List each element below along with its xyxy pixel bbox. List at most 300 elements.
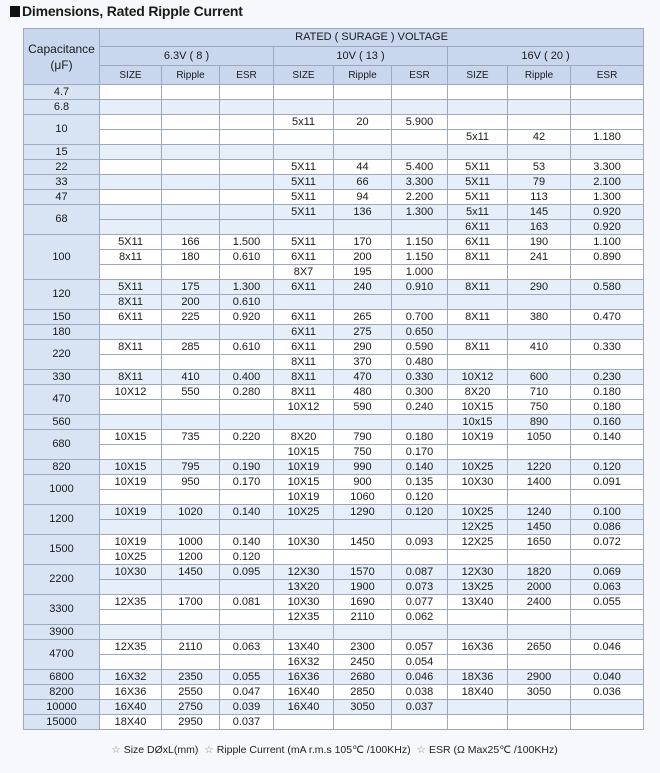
table-row	[24, 220, 644, 235]
table-row	[24, 445, 644, 460]
voltage-header-16v: 16V ( 20 )	[448, 47, 644, 66]
size-10v-cell: 8X11	[274, 385, 334, 400]
esr-6v3-cell	[220, 115, 274, 130]
capacitance-cell: 6.8	[24, 100, 100, 115]
ripple-16v-cell: 241	[508, 250, 571, 265]
table-row	[24, 400, 644, 415]
table-row	[24, 325, 644, 340]
esr-10v-cell: 0.120	[392, 505, 448, 520]
size-16v-cell: 13X40	[448, 595, 508, 610]
voltage-header-6v3: 6.3V ( 8 )	[100, 47, 274, 66]
size-16v-cell: 10X12	[448, 370, 508, 385]
esr-6v3-cell	[220, 205, 274, 220]
esr-6v3-cell	[220, 520, 274, 535]
esr-16v-cell: 0.120	[571, 460, 644, 475]
ripple-6v3-cell: 950	[162, 475, 220, 490]
ripple-16v-cell: 1240	[508, 505, 571, 520]
ripple-10v-cell: 480	[334, 385, 392, 400]
esr-10v-cell: 0.057	[392, 640, 448, 655]
esr-6v3-cell	[220, 130, 274, 145]
size-16v-cell	[448, 295, 508, 310]
size-16v-cell	[448, 445, 508, 460]
capacitance-cell: 15000	[24, 715, 100, 730]
ripple-10v-cell	[334, 295, 392, 310]
ripple-6v3-cell: 166	[162, 235, 220, 250]
esr-16v-cell	[571, 325, 644, 340]
size-10v-cell	[274, 415, 334, 430]
esr-10v-cell	[392, 520, 448, 535]
size-10v-cell: 12X30	[274, 565, 334, 580]
ripple-10v-cell: 2110	[334, 610, 392, 625]
ripple-6v3-cell: 795	[162, 460, 220, 475]
size-16v-cell: 10X30	[448, 475, 508, 490]
ripple-6v3-cell: 410	[162, 370, 220, 385]
esr-note: ESR (Ω Max25℃ /100KHz)	[428, 744, 558, 756]
esr-6v3-cell: 1.500	[220, 235, 274, 250]
ripple-16v-cell	[508, 610, 571, 625]
esr-10v-cell: 1.300	[392, 205, 448, 220]
size-10v-cell	[274, 85, 334, 100]
ripple-16v-cell: 163	[508, 220, 571, 235]
table-row	[24, 250, 644, 265]
esr-6v3-cell: 0.039	[220, 700, 274, 715]
size-6v3-cell: 10X19	[100, 505, 162, 520]
size-6v3-cell: 10X12	[100, 385, 162, 400]
ripple-16v-cell	[508, 265, 571, 280]
size-16v-cell	[448, 145, 508, 160]
esr-16v-cell: 2.100	[571, 175, 644, 190]
column-header-ripple: Ripple	[162, 66, 220, 85]
size-10v-cell	[274, 625, 334, 640]
ripple-16v-cell	[508, 295, 571, 310]
table-row	[24, 610, 644, 625]
ripple-6v3-cell: 1200	[162, 550, 220, 565]
esr-6v3-cell: 0.220	[220, 430, 274, 445]
ripple-6v3-cell: 180	[162, 250, 220, 265]
table-row	[24, 295, 644, 310]
size-10v-cell: 10X15	[274, 475, 334, 490]
esr-16v-cell: 0.580	[571, 280, 644, 295]
ripple-16v-cell: 2900	[508, 670, 571, 685]
ripple-6v3-cell: 550	[162, 385, 220, 400]
esr-16v-cell	[571, 610, 644, 625]
esr-6v3-cell	[220, 400, 274, 415]
ripple-16v-cell: 145	[508, 205, 571, 220]
capacitance-cell: 2200	[24, 565, 100, 595]
esr-10v-cell: 0.240	[392, 400, 448, 415]
table-body	[24, 85, 644, 730]
ripple-16v-cell: 1400	[508, 475, 571, 490]
size-10v-cell: 5X11	[274, 175, 334, 190]
size-6v3-cell	[100, 445, 162, 460]
esr-6v3-cell: 0.610	[220, 250, 274, 265]
size-10v-cell: 8X11	[274, 355, 334, 370]
ripple-6v3-cell	[162, 625, 220, 640]
size-16v-cell	[448, 100, 508, 115]
esr-16v-cell: 0.330	[571, 340, 644, 355]
ripple-16v-cell	[508, 325, 571, 340]
ripple-6v3-cell	[162, 415, 220, 430]
size-6v3-cell: 8x11	[100, 250, 162, 265]
esr-16v-cell	[571, 445, 644, 460]
table-row	[24, 145, 644, 160]
ripple-10v-cell	[334, 100, 392, 115]
size-10v-cell: 10X19	[274, 490, 334, 505]
ripple-10v-cell: 900	[334, 475, 392, 490]
size-6v3-cell: 10X15	[100, 460, 162, 475]
ripple-16v-cell: 890	[508, 415, 571, 430]
size-16v-cell: 6X11	[448, 220, 508, 235]
esr-6v3-cell	[220, 160, 274, 175]
ripple-10v-cell: 2850	[334, 685, 392, 700]
ripple-10v-cell: 200	[334, 250, 392, 265]
table-row	[24, 160, 644, 175]
ripple-6v3-cell: 1020	[162, 505, 220, 520]
star-icon: ☆	[204, 744, 214, 756]
size-10v-cell	[274, 550, 334, 565]
ripple-6v3-cell	[162, 175, 220, 190]
esr-10v-cell: 3.300	[392, 175, 448, 190]
size-6v3-cell: 5X11	[100, 235, 162, 250]
ripple-16v-cell: 290	[508, 280, 571, 295]
esr-6v3-cell: 0.047	[220, 685, 274, 700]
ripple-16v-cell	[508, 355, 571, 370]
esr-10v-cell	[392, 100, 448, 115]
ripple-10v-cell: 790	[334, 430, 392, 445]
size-10v-cell: 6X11	[274, 280, 334, 295]
size-16v-cell	[448, 490, 508, 505]
ripple-16v-cell	[508, 115, 571, 130]
size-16v-cell	[448, 355, 508, 370]
esr-6v3-cell: 0.055	[220, 670, 274, 685]
size-10v-cell: 10X30	[274, 535, 334, 550]
esr-10v-cell: 1.150	[392, 250, 448, 265]
size-6v3-cell: 16X32	[100, 670, 162, 685]
size-6v3-cell	[100, 520, 162, 535]
table-row	[24, 415, 644, 430]
esr-16v-cell	[571, 715, 644, 730]
esr-6v3-cell	[220, 100, 274, 115]
esr-10v-cell	[392, 715, 448, 730]
column-header-size: SIZE	[100, 66, 162, 85]
size-6v3-cell	[100, 655, 162, 670]
esr-16v-cell	[571, 295, 644, 310]
ripple-16v-cell: 380	[508, 310, 571, 325]
size-10v-cell: 6X11	[274, 250, 334, 265]
ripple-6v3-cell: 200	[162, 295, 220, 310]
size-10v-cell: 10X15	[274, 445, 334, 460]
ripple-16v-cell: 53	[508, 160, 571, 175]
size-10v-cell: 5x11	[274, 115, 334, 130]
ripple-6v3-cell	[162, 160, 220, 175]
esr-6v3-cell	[220, 580, 274, 595]
esr-16v-cell: 1.300	[571, 190, 644, 205]
esr-16v-cell: 0.920	[571, 220, 644, 235]
table-row	[24, 355, 644, 370]
size-6v3-cell	[100, 160, 162, 175]
size-6v3-cell	[100, 130, 162, 145]
esr-10v-cell: 1.000	[392, 265, 448, 280]
ripple-16v-cell	[508, 490, 571, 505]
esr-6v3-cell	[220, 85, 274, 100]
size-16v-cell: 5x11	[448, 130, 508, 145]
esr-6v3-cell: 0.280	[220, 385, 274, 400]
size-10v-cell	[274, 130, 334, 145]
size-6v3-cell	[100, 415, 162, 430]
esr-6v3-cell	[220, 265, 274, 280]
ripple-10v-cell: 3050	[334, 700, 392, 715]
ripple-16v-cell: 1650	[508, 535, 571, 550]
capacitance-cell: 100	[24, 235, 100, 280]
esr-10v-cell: 0.077	[392, 595, 448, 610]
size-10v-cell: 13X40	[274, 640, 334, 655]
table-row	[24, 520, 644, 535]
esr-6v3-cell: 0.190	[220, 460, 274, 475]
ripple-16v-cell: 410	[508, 340, 571, 355]
size-16v-cell: 18X36	[448, 670, 508, 685]
size-16v-cell: 5x11	[448, 205, 508, 220]
size-10v-cell: 10X30	[274, 595, 334, 610]
size-10v-cell	[274, 145, 334, 160]
esr-10v-cell: 0.087	[392, 565, 448, 580]
esr-10v-cell: 5.900	[392, 115, 448, 130]
size-16v-cell: 8X11	[448, 340, 508, 355]
size-16v-cell	[448, 610, 508, 625]
size-10v-cell	[274, 520, 334, 535]
ripple-6v3-cell	[162, 145, 220, 160]
table-row	[24, 265, 644, 280]
ripple-10v-cell: 2300	[334, 640, 392, 655]
esr-6v3-cell	[220, 490, 274, 505]
capacitance-cell: 3900	[24, 625, 100, 640]
size-16v-cell: 10X19	[448, 430, 508, 445]
esr-10v-cell: 0.300	[392, 385, 448, 400]
ripple-16v-cell	[508, 445, 571, 460]
size-6v3-cell: 12X35	[100, 595, 162, 610]
size-6v3-cell: 10X25	[100, 550, 162, 565]
ripple-6v3-cell	[162, 580, 220, 595]
size-16v-cell	[448, 655, 508, 670]
table-row	[24, 370, 644, 385]
esr-16v-cell: 0.069	[571, 565, 644, 580]
ripple-6v3-cell	[162, 100, 220, 115]
capacitance-cell: 1200	[24, 505, 100, 535]
size-10v-cell: 8X20	[274, 430, 334, 445]
table-row	[24, 580, 644, 595]
esr-16v-cell	[571, 115, 644, 130]
esr-16v-cell: 0.040	[571, 670, 644, 685]
ripple-6v3-cell: 2950	[162, 715, 220, 730]
esr-6v3-cell: 0.400	[220, 370, 274, 385]
section-title-text: Dimensions, Rated Ripple Current	[22, 3, 243, 19]
size-16v-cell	[448, 715, 508, 730]
ripple-16v-cell	[508, 100, 571, 115]
size-16v-cell: 10X25	[448, 460, 508, 475]
column-header-esr: ESR	[220, 66, 274, 85]
size-10v-cell	[274, 715, 334, 730]
esr-16v-cell: 3.300	[571, 160, 644, 175]
ripple-10v-cell	[334, 715, 392, 730]
ripple-10v-cell: 1570	[334, 565, 392, 580]
size-10v-cell: 16X32	[274, 655, 334, 670]
size-6v3-cell: 10X30	[100, 565, 162, 580]
esr-6v3-cell: 0.037	[220, 715, 274, 730]
column-header-size: SIZE	[448, 66, 508, 85]
ripple-16v-cell	[508, 700, 571, 715]
esr-10v-cell: 0.700	[392, 310, 448, 325]
esr-16v-cell: 0.063	[571, 580, 644, 595]
ripple-6v3-cell	[162, 610, 220, 625]
size-10v-cell: 6X11	[274, 310, 334, 325]
esr-16v-cell	[571, 490, 644, 505]
square-bullet-icon	[10, 6, 20, 17]
ripple-6v3-cell: 2550	[162, 685, 220, 700]
esr-10v-cell: 0.140	[392, 460, 448, 475]
column-header-esr: ESR	[392, 66, 448, 85]
ripple-16v-cell: 600	[508, 370, 571, 385]
size-10v-cell: 16X36	[274, 670, 334, 685]
table-row	[24, 175, 644, 190]
size-6v3-cell	[100, 220, 162, 235]
esr-16v-cell: 0.091	[571, 475, 644, 490]
ripple-10v-cell: 136	[334, 205, 392, 220]
size-6v3-cell	[100, 625, 162, 640]
table-row	[24, 535, 644, 550]
size-10v-cell: 10X25	[274, 505, 334, 520]
esr-16v-cell: 0.920	[571, 205, 644, 220]
esr-6v3-cell: 0.120	[220, 550, 274, 565]
ripple-10v-cell	[334, 415, 392, 430]
table-row	[24, 670, 644, 685]
size-16v-cell: 8X11	[448, 280, 508, 295]
size-16v-cell: 5X11	[448, 175, 508, 190]
esr-6v3-cell: 0.920	[220, 310, 274, 325]
capacitance-cell: 120	[24, 280, 100, 310]
size-10v-cell: 16X40	[274, 685, 334, 700]
esr-16v-cell: 0.036	[571, 685, 644, 700]
esr-10v-cell	[392, 625, 448, 640]
capacitance-cell: 150	[24, 310, 100, 325]
size-6v3-cell	[100, 85, 162, 100]
table-row	[24, 640, 644, 655]
ripple-6v3-cell	[162, 400, 220, 415]
esr-10v-cell: 0.910	[392, 280, 448, 295]
size-16v-cell: 5X11	[448, 190, 508, 205]
ripple-10v-cell: 1900	[334, 580, 392, 595]
size-6v3-cell: 16X40	[100, 700, 162, 715]
size-6v3-cell	[100, 145, 162, 160]
ripple-6v3-cell: 1700	[162, 595, 220, 610]
size-6v3-cell	[100, 325, 162, 340]
esr-16v-cell: 0.072	[571, 535, 644, 550]
ripple-10v-cell	[334, 550, 392, 565]
size-6v3-cell	[100, 100, 162, 115]
ripple-16v-cell: 710	[508, 385, 571, 400]
ripple-10v-cell: 370	[334, 355, 392, 370]
capacitance-cell: 680	[24, 430, 100, 460]
esr-16v-cell: 0.180	[571, 400, 644, 415]
ripple-16v-cell: 79	[508, 175, 571, 190]
esr-10v-cell: 2.200	[392, 190, 448, 205]
capacitance-cell: 470	[24, 385, 100, 415]
esr-10v-cell: 0.650	[392, 325, 448, 340]
size-10v-cell: 10X19	[274, 460, 334, 475]
esr-10v-cell: 5.400	[392, 160, 448, 175]
ripple-10v-cell: 44	[334, 160, 392, 175]
esr-16v-cell: 0.180	[571, 385, 644, 400]
esr-6v3-cell: 1.300	[220, 280, 274, 295]
esr-6v3-cell	[220, 445, 274, 460]
size-16v-cell	[448, 265, 508, 280]
esr-10v-cell: 0.054	[392, 655, 448, 670]
size-16v-cell: 8X11	[448, 250, 508, 265]
capacitance-cell: 180	[24, 325, 100, 340]
esr-10v-cell: 0.046	[392, 670, 448, 685]
ripple-6v3-cell: 1000	[162, 535, 220, 550]
esr-10v-cell: 0.037	[392, 700, 448, 715]
column-header-size: SIZE	[274, 66, 334, 85]
ripple-6v3-cell	[162, 490, 220, 505]
capacitance-cell: 68	[24, 205, 100, 235]
footer-notes	[23, 744, 643, 756]
size-16v-cell	[448, 625, 508, 640]
size-10v-cell	[274, 100, 334, 115]
ripple-6v3-cell	[162, 115, 220, 130]
ripple-6v3-cell	[162, 445, 220, 460]
size-6v3-cell	[100, 205, 162, 220]
esr-6v3-cell: 0.081	[220, 595, 274, 610]
table-row	[24, 280, 644, 295]
size-10v-cell: 13X20	[274, 580, 334, 595]
table-row	[24, 460, 644, 475]
esr-6v3-cell	[220, 190, 274, 205]
size-10v-cell: 5X11	[274, 190, 334, 205]
size-16v-cell: 12X25	[448, 535, 508, 550]
esr-10v-cell: 0.135	[392, 475, 448, 490]
ripple-16v-cell: 42	[508, 130, 571, 145]
size-16v-cell: 8X11	[448, 310, 508, 325]
ripple-16v-cell	[508, 715, 571, 730]
esr-16v-cell: 1.180	[571, 130, 644, 145]
capacitance-cell: 4.7	[24, 85, 100, 100]
ripple-6v3-cell	[162, 205, 220, 220]
ripple-6v3-cell	[162, 190, 220, 205]
esr-6v3-cell	[220, 145, 274, 160]
ripple-6v3-cell	[162, 325, 220, 340]
esr-16v-cell	[571, 145, 644, 160]
table-row	[24, 565, 644, 580]
esr-10v-cell: 0.038	[392, 685, 448, 700]
ripple-16v-cell: 750	[508, 400, 571, 415]
esr-6v3-cell	[220, 655, 274, 670]
ripple-16v-cell	[508, 655, 571, 670]
table-row	[24, 550, 644, 565]
size-10v-cell: 16X40	[274, 700, 334, 715]
esr-6v3-cell	[220, 355, 274, 370]
esr-10v-cell: 0.170	[392, 445, 448, 460]
ripple-10v-cell: 275	[334, 325, 392, 340]
ripple-10v-cell	[334, 220, 392, 235]
ripple-10v-cell: 290	[334, 340, 392, 355]
size-10v-cell: 8X7	[274, 265, 334, 280]
size-6v3-cell	[100, 355, 162, 370]
table-row	[24, 595, 644, 610]
capacitance-cell: 1000	[24, 475, 100, 505]
capacitance-cell: 1500	[24, 535, 100, 565]
size-16v-cell: 10X25	[448, 505, 508, 520]
ripple-6v3-cell: 1450	[162, 565, 220, 580]
capacitance-header: Capacitance (μF)	[24, 29, 100, 85]
